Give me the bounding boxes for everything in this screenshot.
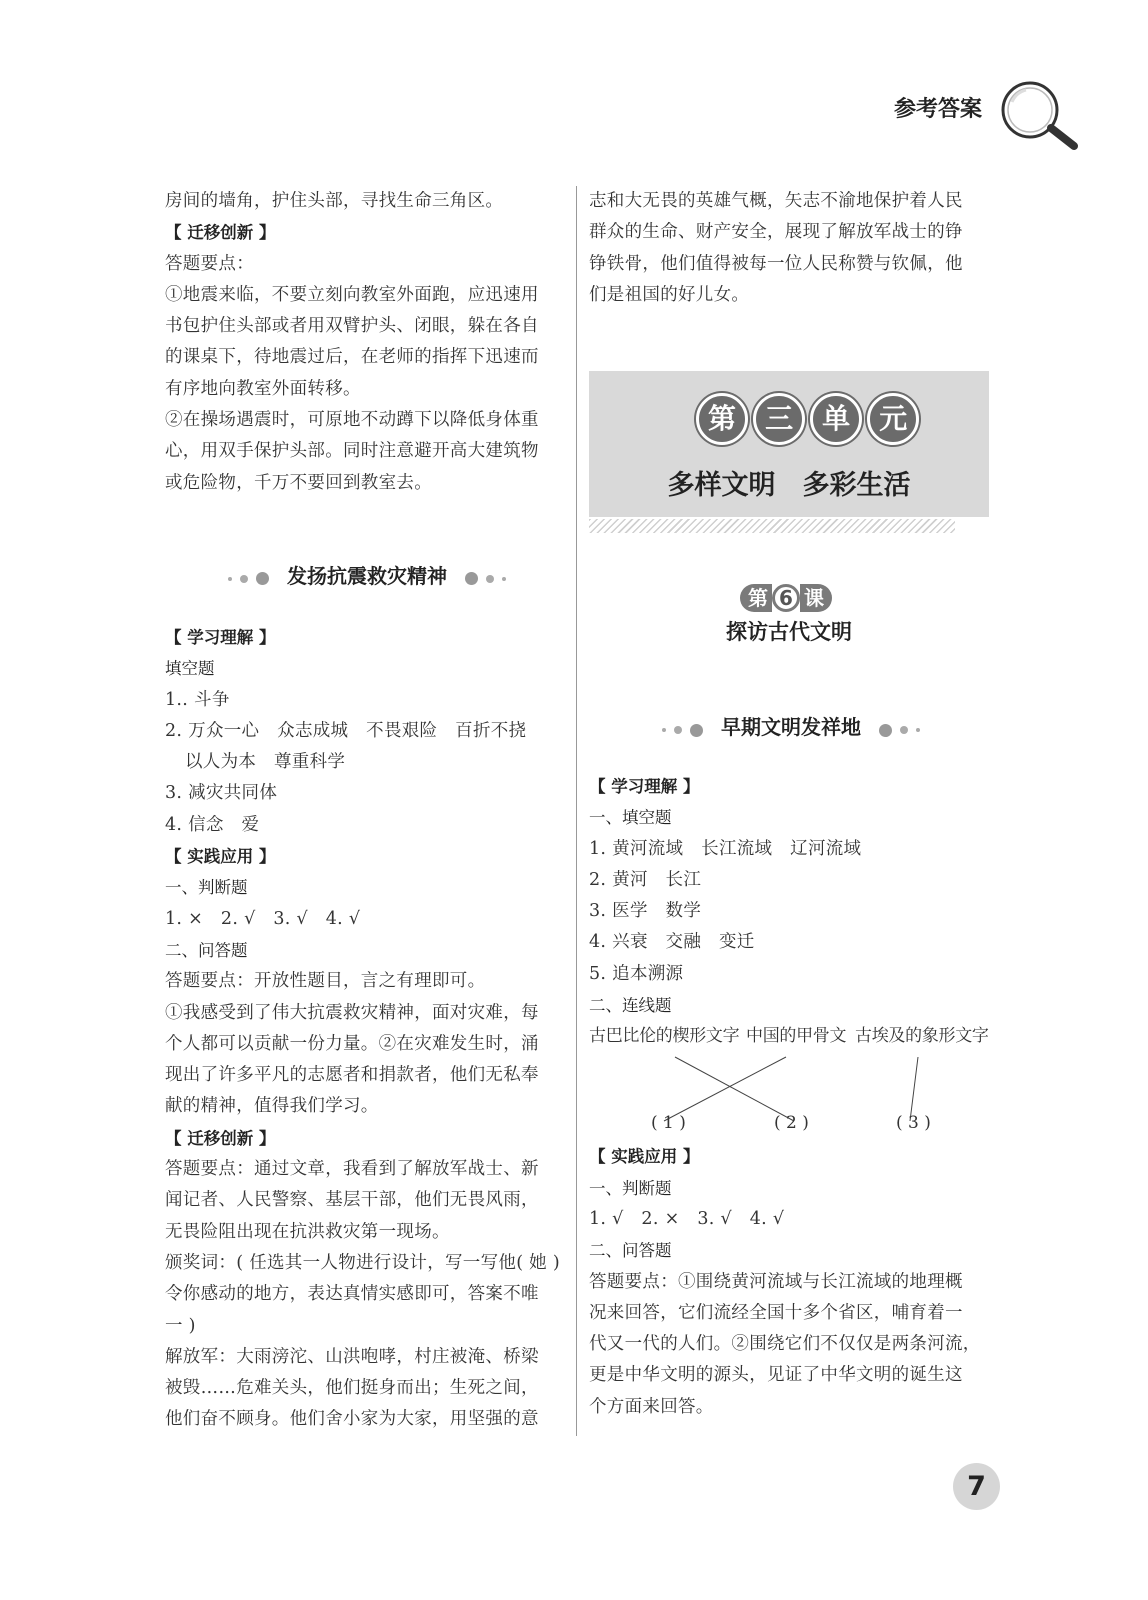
fill-heading: 一、填空题: [589, 808, 672, 828]
transfer-line: 他们奋不顾身。他们舍小家为大家，用坚强的意: [165, 1409, 539, 1430]
qa-line: 献的精神，值得我们学习。: [165, 1096, 379, 1117]
judge-heading: 一、判断题: [165, 878, 248, 898]
transfer-heading: 【 迁移创新 】: [165, 1128, 276, 1148]
continued-text: 志和大无畏的英雄气概，矢志不渝地保护着人民: [589, 191, 963, 211]
practice-heading: 【 实践应用 】: [589, 1147, 700, 1167]
fill-answer: 1. 黄河流域 长江流域 辽河流域: [589, 838, 862, 859]
right-column-bottom: [589, 707, 993, 1423]
practice-heading: 【 实践应用 】: [165, 847, 276, 867]
continued-text: 们是祖国的好儿女。: [589, 284, 750, 305]
dots-left: [224, 557, 273, 597]
answer-line: 的课桌下，待地震过后，在老师的指挥下迅速而: [165, 347, 539, 368]
match-number: ( 3 ): [896, 1113, 931, 1134]
fill-answer: 1.. 斗争: [165, 689, 230, 710]
unit-badge: 三: [753, 393, 805, 445]
qa-line: ①我感受到了伟大抗震救灾精神，面对灾难，每: [165, 1002, 539, 1023]
fill-answer: 2. 黄河 长江: [589, 869, 702, 890]
dots-right: [461, 557, 510, 597]
unit-badge: 元: [867, 393, 919, 445]
section-title-text: 早期文明发祥地: [721, 715, 861, 739]
match-number: ( 2 ): [774, 1113, 809, 1134]
qa-line: 个方面来回答。: [589, 1396, 714, 1417]
match-number: ( 1 ): [651, 1113, 686, 1134]
fill-heading: 填空题: [165, 659, 215, 679]
judge-answers: 1. × 2. √ 3. √ 4. √: [165, 908, 361, 929]
fill-answer: 5. 追本溯源: [589, 963, 684, 984]
lesson-title: 探访古代文明: [726, 620, 852, 644]
qa-line: 答题要点：①围绕黄河流域与长江流域的地理概: [589, 1271, 963, 1292]
section-title: [165, 556, 569, 596]
unit-hatch-decoration: [589, 519, 955, 533]
qa-heading: 二、问答题: [165, 940, 248, 960]
column-divider: [576, 186, 577, 1436]
section-title: [589, 707, 993, 747]
transfer-line: 一 ): [165, 1315, 196, 1336]
answer-line: 有序地向教室外面转移。: [165, 378, 361, 399]
qa-heading: 二、问答题: [589, 1241, 672, 1261]
header-title: 参考答案: [894, 97, 983, 122]
fill-answer: 以人为本 尊重科学: [185, 752, 346, 773]
transfer-line: 令你感动的地方，表达真情实感即可，答案不唯: [165, 1284, 539, 1305]
left-column: [165, 186, 569, 1436]
transfer-line: 解放军：大雨滂沱、山洪咆哮，村庄被淹、桥梁: [165, 1346, 539, 1367]
section-title-text: 发扬抗震救灾精神: [287, 563, 447, 588]
unit-subtitle: 多样文明 多彩生活: [667, 470, 911, 501]
answer-line: 书包护住头部或者用双臂护头、闭眼，躲在各自: [165, 316, 539, 337]
unit-badges: [696, 393, 919, 445]
matching-diagram: [589, 1021, 993, 1141]
transfer-line: 答题要点：通过文章，我看到了解放军战士、新: [165, 1159, 539, 1180]
lesson-suffix: 课: [800, 584, 832, 612]
fill-answer: 4. 信念 爱: [165, 814, 260, 835]
continued-text: 房间的墙角，护住头部，寻找生命三角区。: [165, 191, 504, 211]
judge-heading: 一、判断题: [589, 1178, 672, 1198]
transfer-line: 颁奖词：( 任选其一人物进行设计，写一写他( 她 ): [165, 1252, 560, 1273]
answer-line: ②在操场遇震时，可原地不动蹲下以降低身体重: [165, 410, 539, 431]
match-label: 中国的甲骨文: [746, 1026, 847, 1047]
answer-lead: 答题要点：: [165, 253, 254, 274]
transfer-line: 被毁……危难关头，他们挺身而出；生死之间，: [165, 1378, 539, 1399]
transfer-line: 闻记者、人民警察、基层干部，他们无畏风雨，: [165, 1190, 539, 1211]
unit-badge: 单: [810, 393, 862, 445]
dots-left: [658, 709, 707, 749]
transfer-line: 无畏险阻出现在抗洪救灾第一现场。: [165, 1221, 450, 1242]
continued-text: 群众的生命、财产安全，展现了解放军战士的铮: [589, 222, 963, 243]
unit-badge: 第: [696, 393, 748, 445]
study-heading: 【 学习理解 】: [165, 627, 276, 647]
fill-answer: 2. 万众一心 众志成城 不畏艰险 百折不挠: [165, 720, 527, 741]
fill-answer: 3. 减灾共同体: [165, 783, 278, 804]
qa-line: 况来回答，它们流经全国十多个省区，哺育着一: [589, 1302, 963, 1323]
qa-line: 个人都可以贡献一份力量。②在灾难发生时，涌: [165, 1033, 539, 1054]
fill-answer: 4. 兴衰 交融 变迁: [589, 932, 755, 953]
lesson-badge: [740, 584, 832, 614]
match-label: 古埃及的象形文字: [855, 1026, 989, 1047]
judge-answers: 1. √ 2. × 3. √ 4. √: [589, 1208, 785, 1229]
qa-line: 现出了许多平凡的志愿者和捐款者，他们无私奉: [165, 1065, 539, 1086]
lesson-prefix: 第: [740, 584, 772, 612]
match-label: 古巴比伦的楔形文字: [589, 1026, 740, 1047]
right-column-top: [589, 186, 993, 311]
match-heading: 二、连线题: [589, 996, 672, 1016]
dots-right: [875, 709, 924, 749]
answer-line: 心，用双手保护头部。同时注意避开高大建筑物: [165, 441, 539, 462]
unit-banner: [589, 371, 989, 517]
page-number: 7: [953, 1463, 1000, 1510]
lesson-number: 6: [772, 584, 800, 612]
continued-text: 铮铁骨，他们值得被每一位人民称赞与钦佩，他: [589, 253, 963, 274]
fill-answer: 3. 医学 数学: [589, 901, 702, 922]
magnifier-icon: [996, 78, 1080, 152]
qa-line: 更是中华文明的源头，见证了中华文明的诞生这: [589, 1365, 963, 1386]
qa-line: 代又一代的人们。②围绕它们不仅仅是两条河流，: [589, 1334, 981, 1355]
answer-line: 或危险物，千万不要回到教室去。: [165, 472, 432, 493]
study-heading: 【 学习理解 】: [589, 777, 700, 796]
qa-line: 答题要点：开放性题目，言之有理即可。: [165, 971, 486, 992]
answer-line: ①地震来临，不要立刻向教室外面跑，应迅速用: [165, 284, 539, 305]
transfer-heading: 【 迁移创新 】: [165, 223, 276, 243]
